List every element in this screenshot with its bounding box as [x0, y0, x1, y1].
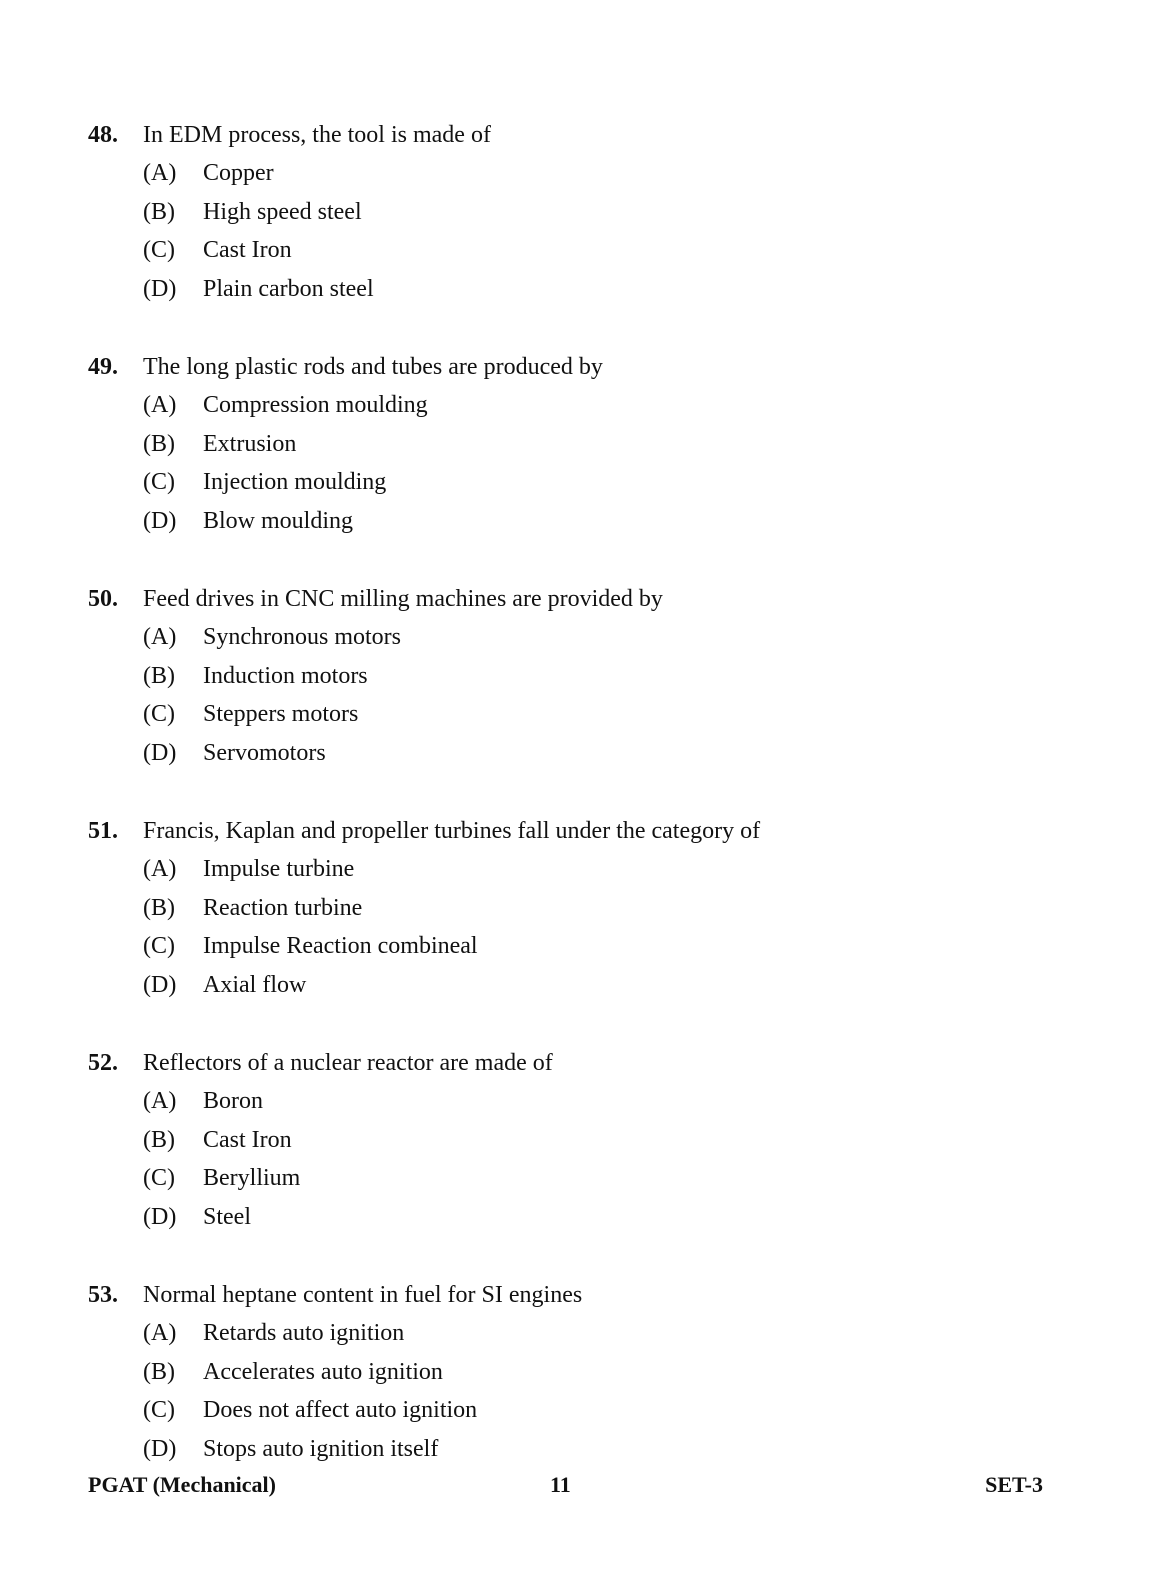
option-letter: (A) [143, 624, 177, 650]
option-text: Impulse turbine [203, 856, 355, 882]
question-53 [88, 1276, 1068, 1469]
option-letter: (C) [143, 1165, 175, 1192]
option-text: Stops auto ignition itself [203, 1436, 439, 1463]
option-letter: (A) [143, 392, 177, 418]
exam-name: PGAT (Mechanical) [88, 1472, 276, 1497]
question-number: 51. [88, 818, 118, 844]
question-number: 50. [88, 586, 118, 612]
option-text: Boron [203, 1088, 263, 1114]
option-d [88, 1198, 1068, 1237]
option-d [88, 734, 1068, 773]
option-text: Injection moulding [203, 469, 387, 496]
option-d [88, 1430, 1068, 1469]
option-letter: (B) [143, 662, 175, 689]
option-text: Impulse Reaction combineal [203, 933, 478, 960]
option-c [88, 1159, 1068, 1198]
question-number: 52. [88, 1050, 118, 1076]
option-d [88, 270, 1068, 309]
option-d [88, 502, 1068, 541]
option-text: Induction motors [203, 662, 368, 689]
option-letter: (D) [143, 508, 177, 535]
option-text: Cast Iron [203, 1126, 292, 1153]
option-letter: (C) [143, 701, 175, 728]
option-letter: (D) [143, 1436, 177, 1463]
question-text: Feed drives in CNC milling machines are provided by [143, 586, 663, 612]
option-b [88, 193, 1068, 232]
option-a [88, 154, 1068, 193]
question-50 [88, 580, 1068, 773]
option-text: Axial flow [203, 972, 307, 999]
option-b [88, 425, 1068, 464]
option-letter: (D) [143, 972, 177, 999]
option-text: Accelerates auto ignition [203, 1358, 443, 1385]
option-letter: (A) [143, 160, 177, 186]
option-a [88, 1314, 1068, 1353]
option-c [88, 1391, 1068, 1430]
option-letter: (A) [143, 1320, 177, 1346]
question-text: In EDM process, the tool is made of [143, 122, 491, 148]
option-letter: (C) [143, 237, 175, 264]
option-d [88, 966, 1068, 1005]
option-letter: (C) [143, 933, 175, 960]
option-text: Steel [203, 1204, 251, 1231]
option-letter: (C) [143, 469, 175, 496]
option-c [88, 927, 1068, 966]
option-text: High speed steel [203, 198, 362, 225]
question-stem [88, 580, 1068, 618]
option-letter: (B) [143, 198, 175, 225]
option-c [88, 231, 1068, 270]
question-49 [88, 348, 1068, 541]
option-b [88, 657, 1068, 696]
option-text: Blow moulding [203, 508, 354, 535]
question-stem [88, 1276, 1068, 1314]
question-text: Francis, Kaplan and propeller turbines fall under the category of [143, 818, 761, 844]
question-stem [88, 812, 1068, 850]
question-number: 48. [88, 122, 118, 148]
option-letter: (A) [143, 856, 177, 882]
question-text: Normal heptane content in fuel for SI engines [143, 1282, 583, 1308]
option-text: Does not affect auto ignition [203, 1397, 478, 1424]
option-text: Synchronous motors [203, 624, 401, 650]
option-letter: (B) [143, 1126, 175, 1153]
option-text: Compression moulding [203, 392, 428, 418]
question-stem [88, 1044, 1068, 1082]
question-number: 53. [88, 1282, 118, 1308]
option-a [88, 386, 1068, 425]
option-b [88, 1121, 1068, 1160]
option-letter: (B) [143, 894, 175, 921]
option-text: Plain carbon steel [203, 276, 374, 303]
option-letter: (D) [143, 740, 177, 767]
question-text: Reflectors of a nuclear reactor are made of [143, 1050, 553, 1076]
option-a [88, 850, 1068, 889]
option-letter: (D) [143, 276, 177, 303]
option-text: Servomotors [203, 740, 326, 767]
question-48 [88, 116, 1068, 309]
option-text: Extrusion [203, 430, 297, 457]
option-text: Reaction turbine [203, 894, 363, 921]
option-letter: (B) [143, 1358, 175, 1385]
option-a [88, 618, 1068, 657]
option-letter: (C) [143, 1397, 175, 1424]
option-letter: (D) [143, 1204, 177, 1231]
option-b [88, 1353, 1068, 1392]
option-b [88, 889, 1068, 928]
option-letter: (B) [143, 430, 175, 457]
page-number: 11 [550, 1472, 571, 1497]
page-footer [88, 1470, 1043, 1500]
question-text: The long plastic rods and tubes are produced by [143, 354, 603, 380]
set-label: SET-3 [985, 1472, 1043, 1497]
option-text: Copper [203, 160, 274, 186]
question-stem [88, 348, 1068, 386]
question-51 [88, 812, 1068, 1005]
question-stem [88, 116, 1068, 154]
option-a [88, 1082, 1068, 1121]
option-text: Cast Iron [203, 237, 292, 264]
option-c [88, 695, 1068, 734]
option-text: Retards auto ignition [203, 1320, 405, 1346]
question-number: 49. [88, 354, 118, 380]
option-c [88, 463, 1068, 502]
question-52 [88, 1044, 1068, 1237]
option-text: Beryllium [203, 1165, 301, 1192]
option-text: Steppers motors [203, 701, 359, 728]
option-letter: (A) [143, 1088, 177, 1114]
